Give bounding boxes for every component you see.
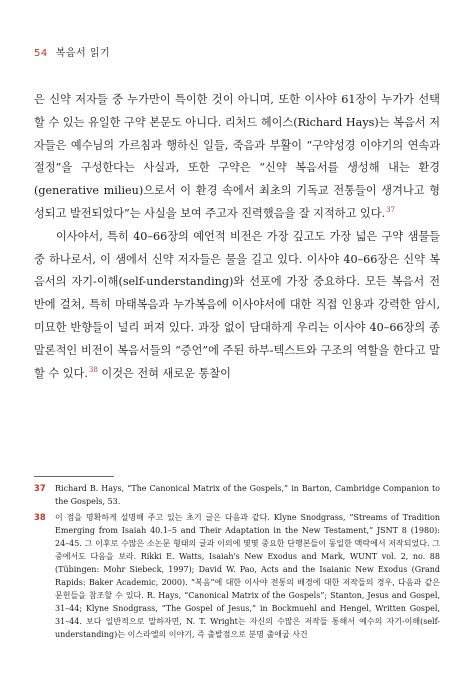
footnote-number: 38 — [34, 512, 46, 522]
paragraph-2-tail: 이것은 전혀 새로운 통찰이 — [97, 366, 231, 380]
page-number: 54 — [34, 48, 48, 59]
footnotes — [34, 482, 440, 644]
paragraph-1-text: 은 신약 저자들 중 누가만이 특이한 것이 아니며, 또한 이사야 61장이 누가가 선택할 수 있는 유일한 구약 본문도 아니다. 리처드 헤이스(Richard Hays)는 복음서 저자들은 예수님의 가르침과 행하신 일들, 죽음과 부활이 “구약성경 이야기의 연속과 절정”을 구성한다는 사실과, 또한 구약은 “신약 복음서를 생성해 내는 환경(generative milieu)으로서 이 환경 속에서 최초의 기독교 전통들이 생겨나고 형성되고 발전되었다”는 사실을 보여 주고자 진력했음을 잘 지적하고 있다. — [34, 93, 440, 220]
footnote-38 — [34, 511, 440, 641]
paragraph-1 — [34, 89, 440, 226]
footnote-ref-38[interactable]: 38 — [88, 365, 98, 374]
running-title: 복음서 읽기 — [55, 48, 111, 59]
footnote-text: 이 점을 명확하게 설명해 주고 있는 초기 글은 다음과 같다. Klyne Snodgrass, “Streams of Tradition Emerging from Isaiah 40.1–5 and Their Adaptation in the New Testament,” JSNT 8 (1980): 24–45. 그 이후로 수많은 소논문 형태의 글과 이의에 몇몇 중요한 단행본들이 동일한 맥락에서 저작되었다. 그 중에서도 다음을 보라. Rikki E. Watts, Isaiah's New Exodus and Mark, WUNT vol. 2, no. 88 (Tübingen: Mohr Siebeck, 1997); David W. Pao, Acts and the Isaianic New Exodus (Grand Rapids: Baker Academic, 2000). “복음”에 대한 이사야 전통의 배경에 대한 저작들의 경우, 다음과 같은 문헌들을 참조할 수 있다. R. Hays, “Canonical Matrix of the Gospels”; Stanton, Jesus and Gospel, 31–44; Klyne Snodgrass, “The Gospel of Jesus,” in Bockmuehl and Hengel, Written Gospel, 31–44. 보다 일반적으로 말하자면, N. T. Wright는 자신의 수많은 저작들 통해서 예수의 자기-이해(self-understanding)는 이스라엘의 이야기, 즉 출발점으로 분명 출애굽 사건 — [55, 513, 440, 639]
footnote-ref-37[interactable]: 37 — [386, 206, 396, 215]
paragraph-2-text: 이사야서, 특히 40–66장의 예언적 비전은 가장 깊고도 가장 넓은 구약 샘물들 중 하나로서, 이 샘에서 신약 저자들은 물을 길고 있다. 이사야 40–66장은 신약 복음서의 자기-이해(self-understanding)와 선포에 가장 중요하다. 모든 복음서 전반에 걸쳐, 특히 마태복음과 누가복음에 이사야서에 대한 직접 인용과 강력한 암시, 미묘한 반향들이 널리 퍼져 있다. 과장 없이 담대하게 우리는 이사야 40–66장의 종말론적인 비전이 복음서들의 “증언”에 주된 하부-텍스트와 구조의 역할을 한다고 말할 수 있다. — [34, 229, 440, 380]
running-header — [34, 44, 110, 59]
footnote-37 — [34, 482, 440, 508]
footnote-divider — [34, 476, 114, 477]
footnote-number: 37 — [34, 483, 46, 493]
footnote-text: Richard B. Hays, “The Canonical Matrix of the Gospels,” in Barton, Cambridge Companion to the Gospels, 53. — [55, 484, 440, 506]
main-text — [34, 89, 440, 385]
paragraph-2 — [34, 226, 440, 386]
